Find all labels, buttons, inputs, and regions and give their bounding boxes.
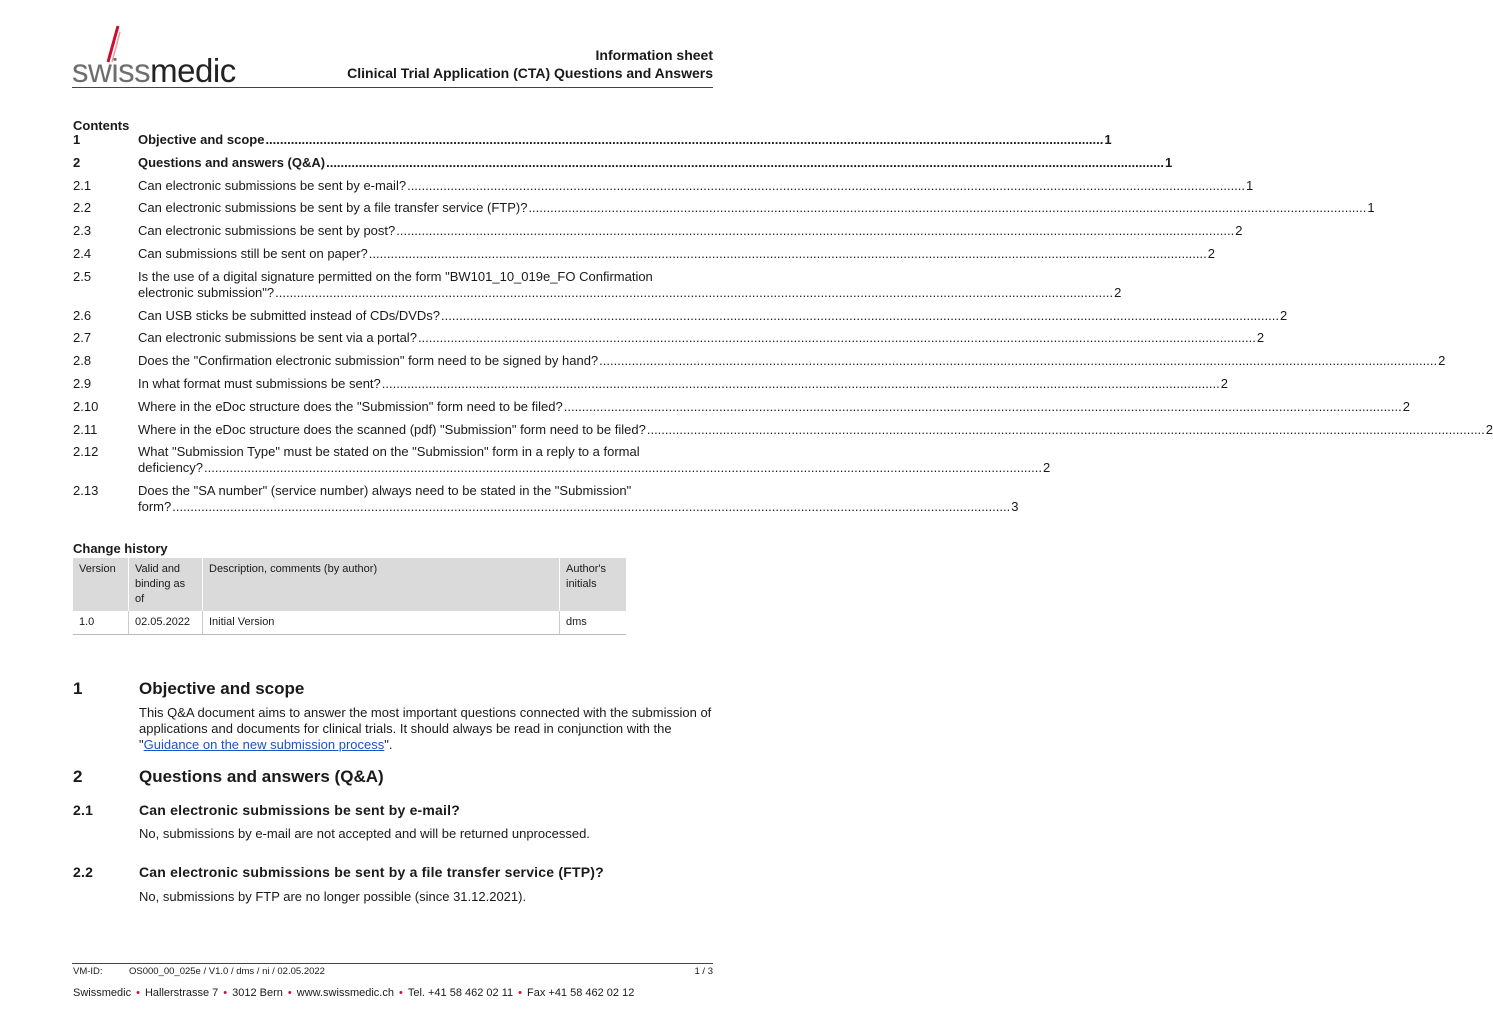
toc-entry-page: 2 — [1485, 421, 1493, 437]
toc-leader-dots — [418, 330, 1256, 346]
toc-entry-title: Does the "SA number" (service number) always need to be stated in the "Submission" — [138, 483, 632, 499]
toc-entry-title: electronic submission"? — [138, 284, 275, 300]
column-header-description: Description, comments (by author) — [203, 558, 560, 611]
toc-leader-dots — [441, 308, 1279, 324]
header-divider — [72, 87, 713, 88]
toc-entry-title: Can USB sticks be submitted instead of CDs/DVDs? — [138, 307, 441, 323]
toc-entry[interactable] — [73, 375, 1228, 392]
guidance-link[interactable]: Guidance on the new submission process — [143, 737, 385, 752]
section-number: 2 — [73, 767, 83, 786]
toc-entry[interactable] — [73, 154, 1173, 171]
toc-entry[interactable] — [73, 177, 1254, 194]
toc-entry-title: Is the use of a digital signature permitted on the form "BW101_10_019e_FO Confirmation — [138, 268, 653, 284]
toc-entry-number: 2.6 — [73, 307, 92, 323]
document-header — [347, 47, 713, 82]
toc-entry[interactable] — [73, 268, 1122, 301]
change-history-heading: Change history — [73, 541, 168, 556]
footer-address-part: Swissmedic — [73, 987, 132, 999]
toc-leader-dots — [528, 200, 1366, 216]
section-title: Objective and scope — [139, 679, 305, 698]
toc-entry-page: 2 — [1279, 307, 1288, 323]
toc-entry-page: 3 — [1011, 499, 1019, 515]
toc-entry-title: Can electronic submissions be sent by post? — [138, 223, 396, 239]
vm-id-code: OS000_00_025e / V1.0 / dms / ni / 02.05.2022 — [129, 966, 325, 977]
toc-entry-page: 1 — [1165, 154, 1173, 170]
toc-entry[interactable] — [73, 245, 1215, 262]
toc-entry-page: 2 — [1256, 330, 1265, 346]
toc-entry-page: 1 — [1104, 132, 1112, 147]
toc-leader-dots — [369, 246, 1207, 262]
toc-entry-title: deficiency? — [138, 460, 204, 476]
toc-entry[interactable] — [73, 307, 1288, 324]
section-number: 2.1 — [73, 802, 94, 818]
bullet-separator-icon: • — [287, 987, 292, 999]
section-2-1-heading — [73, 802, 460, 818]
toc-leader-dots — [326, 155, 1164, 171]
toc-entry-number: 2.3 — [73, 223, 92, 239]
toc-entry-number: 1 — [73, 132, 81, 147]
footer-address — [73, 987, 634, 999]
toc-leader-dots — [396, 223, 1234, 239]
toc-entry[interactable] — [73, 200, 1375, 216]
bullet-separator-icon: • — [518, 987, 522, 999]
toc-entry[interactable] — [73, 223, 1243, 239]
toc-entry-page: 1 — [1246, 177, 1254, 193]
toc-entry-number: 2.13 — [73, 483, 99, 499]
toc-entry-page: 2 — [1220, 375, 1228, 391]
toc-entry-number: 2.8 — [73, 353, 92, 369]
section-title: Can electronic submissions be sent by e-mail? — [139, 802, 460, 818]
section-number: 1 — [73, 679, 83, 698]
section-2-2-heading — [73, 864, 604, 880]
toc-entry-page: 1 — [1367, 200, 1375, 216]
toc-entry-page: 2 — [1114, 284, 1122, 300]
section-number: 2.2 — [73, 864, 94, 880]
toc-entry-number: 2.7 — [73, 330, 92, 346]
toc-entry-title: In what format must submissions be sent? — [138, 375, 381, 391]
toc-entry-title: Can submissions still be sent on paper? — [138, 245, 368, 261]
section-title: Questions and answers (Q&A) — [139, 767, 384, 786]
footer-address-part: Hallerstrasse 7 — [144, 987, 219, 999]
bullet-separator-icon: • — [136, 987, 140, 999]
footer-divider — [72, 963, 713, 964]
column-header-version: Version — [73, 558, 129, 611]
table-of-contents — [73, 132, 1493, 522]
toc-entry-title: Objective and scope — [138, 132, 265, 147]
swissmedic-logo — [72, 24, 262, 88]
toc-entry-page: 2 — [1043, 460, 1051, 476]
toc-leader-dots — [564, 399, 1402, 415]
section-2-1-body: No, submissions by e-mail are not accepted and will be returned unprocessed. — [139, 826, 590, 841]
toc-entry-number: 2.1 — [73, 177, 92, 193]
cell-valid-date: 02.05.2022 — [129, 611, 203, 635]
toc-entry[interactable] — [73, 421, 1493, 438]
toc-entry-number: 2.4 — [73, 245, 92, 261]
contents-heading: Contents — [73, 118, 130, 133]
section-1-body: This Q&A document aims to answer the most important questions connected with the submission of applications and documents for clinical trials. It should always be read in conjunction with the "Guidance on the new submission process". — [139, 705, 712, 752]
toc-entry-number: 2.2 — [73, 200, 92, 216]
toc-leader-dots — [275, 285, 1113, 301]
section-title: Can electronic submissions be sent by a file transfer service (FTP)? — [139, 864, 604, 880]
toc-entry[interactable] — [73, 330, 1265, 346]
toc-leader-dots — [599, 353, 1437, 369]
column-header-author-initials: Author's initials — [560, 558, 627, 611]
toc-entry-page: 2 — [1235, 223, 1243, 239]
vm-id-label: VM-ID: — [73, 966, 103, 977]
cell-version: 1.0 — [73, 611, 129, 635]
footer-address-part: Tel. +41 58 462 02 11 — [407, 987, 514, 999]
toc-entry[interactable] — [73, 483, 1019, 515]
footer-address-part[interactable]: www.swissmedic.ch — [296, 987, 394, 999]
cell-author-initials: dms — [560, 611, 627, 635]
table-header-row — [73, 558, 626, 611]
footer-address-part: 3012 Bern — [232, 987, 283, 999]
toc-entry-number: 2.11 — [73, 421, 98, 437]
toc-leader-dots — [382, 376, 1220, 392]
section-2-heading — [73, 767, 384, 787]
document-type: Information sheet — [595, 47, 713, 63]
toc-entry-title: Does the "Confirmation electronic submission" form need to be signed by hand? — [138, 353, 599, 369]
toc-leader-dots — [647, 422, 1485, 438]
cell-description: Initial Version — [203, 611, 560, 635]
bullet-separator-icon: • — [223, 987, 228, 999]
footer-address-part: Fax +41 58 462 02 12 — [527, 987, 635, 999]
column-header-valid-date: Valid and binding as of — [129, 558, 203, 611]
table-row — [73, 611, 626, 635]
toc-entry-title: Where in the eDoc structure does the scanned (pdf) "Submission" form need to be filed? — [138, 421, 646, 437]
bullet-separator-icon: • — [398, 987, 403, 999]
toc-entry-number: 2.10 — [73, 398, 99, 414]
toc-entry-title: Can electronic submissions be sent via a portal? — [138, 330, 417, 346]
change-history-table — [73, 558, 626, 635]
toc-entry-number: 2.12 — [73, 444, 99, 460]
toc-entry-number: 2.5 — [73, 268, 92, 284]
toc-entry-number: 2 — [73, 154, 81, 170]
toc-entry-title: Can electronic submissions be sent by a file transfer service (FTP)? — [138, 200, 528, 216]
toc-entry-title: Where in the eDoc structure does the "Submission" form need to be filed? — [138, 398, 563, 414]
toc-entry-number: 2.9 — [73, 375, 92, 391]
toc-entry[interactable] — [73, 398, 1410, 415]
toc-entry-page: 2 — [1207, 245, 1215, 261]
toc-entry-title: Questions and answers (Q&A) — [138, 154, 326, 170]
toc-entry-title: What "Submission Type" must be stated on the "Submission" form in a reply to a formal — [138, 444, 640, 460]
logo-wordmark: swissmedic — [72, 52, 236, 89]
section-2-2-body: No, submissions by FTP are no longer possible (since 31.12.2021). — [139, 889, 527, 904]
toc-leader-dots — [407, 178, 1245, 194]
page-number: 1 / 3 — [694, 966, 713, 977]
toc-entry[interactable] — [73, 444, 1051, 476]
toc-leader-dots — [172, 499, 1010, 515]
toc-entry[interactable] — [73, 353, 1446, 369]
toc-entry-title: form? — [138, 499, 172, 515]
section-1-heading — [73, 679, 304, 699]
toc-entry-page: 2 — [1402, 398, 1410, 414]
toc-entry-title: Can electronic submissions be sent by e-mail? — [138, 177, 407, 193]
toc-leader-dots — [204, 460, 1042, 476]
toc-leader-dots — [265, 132, 1103, 148]
toc-entry[interactable] — [73, 132, 1112, 148]
toc-entry-page: 2 — [1438, 353, 1446, 369]
document-title: Clinical Trial Application (CTA) Questions and Answers — [347, 65, 713, 81]
